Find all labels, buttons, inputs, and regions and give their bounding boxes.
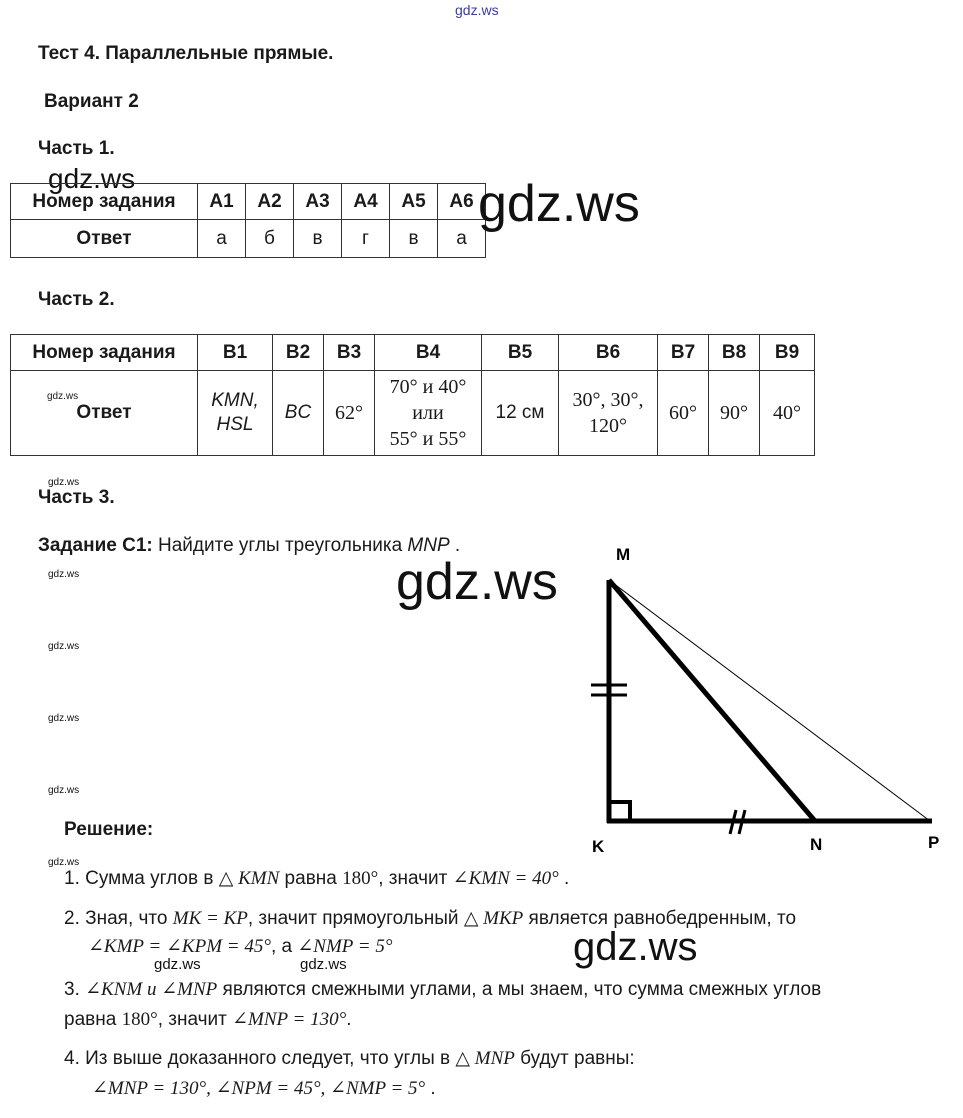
part1-task: A6 (438, 184, 486, 220)
part2-task: B9 (760, 335, 815, 371)
step-text: является равнобедренным, то (523, 908, 797, 929)
step-math: ∠KMP = ∠KPM = 45° (88, 936, 271, 957)
part1-task: A4 (342, 184, 390, 220)
part1-answer: б (246, 220, 294, 258)
part2-task: B8 (709, 335, 760, 371)
task-label: Задание С1: (38, 535, 153, 556)
part2-task: B6 (559, 335, 658, 371)
step-text: , значит прямоугольный (247, 908, 464, 929)
answer-line: или (412, 402, 444, 424)
watermark: gdz.ws (48, 641, 80, 652)
watermark: gdz.ws (48, 477, 80, 488)
triangle-figure (580, 540, 950, 860)
step-text: 3. (64, 979, 86, 1000)
watermark: gdz.ws (48, 785, 80, 796)
solution-heading: Решение: (64, 819, 154, 840)
part1-answer: а (198, 220, 246, 258)
step-math: △ MNP (455, 1048, 515, 1069)
step-text: . (558, 868, 570, 889)
step-text: 1. Сумма углов в (64, 868, 219, 889)
part2-answer-b7: 60° (658, 371, 709, 456)
part3-heading: Часть 3. (38, 487, 115, 508)
answer-line: 70° и 40° (389, 376, 467, 398)
solution-step-4 (64, 1047, 635, 1070)
part2-answer-b3: 62° (324, 371, 375, 456)
task-end: . (449, 535, 461, 556)
side-mp (609, 580, 930, 821)
part2-answer-b8: 90° (709, 371, 760, 456)
step-text: 4. Из выше доказанного следует, что углы в (64, 1048, 456, 1069)
watermark-large: gdz.ws (396, 553, 558, 611)
part1-row-label-answers: Ответ (11, 220, 198, 258)
step-math: 180° (121, 1009, 158, 1030)
step-text: являются смежными углами, а мы знаем, что сумма смежных углов (217, 979, 822, 1000)
watermark-large: gdz.ws (573, 925, 698, 969)
part1-row-label-tasks: Номер задания (11, 184, 198, 220)
step-math: ∠KMN = 40° (452, 868, 559, 889)
task-text: Найдите углы треугольника (152, 535, 408, 556)
step-text: . (346, 1009, 352, 1030)
part2-task: B1 (198, 335, 273, 371)
variant-title: Вариант 2 (44, 91, 139, 112)
part2-row-label-tasks: Номер задания (11, 335, 198, 371)
part2-answer-b2: BC (273, 371, 324, 456)
solution-step-1 (64, 867, 569, 890)
watermark-large: gdz.ws (478, 175, 640, 233)
part1-answer: в (294, 220, 342, 258)
step-math: △ MKP (463, 908, 524, 929)
step-math: ∠MNP = 130° (232, 1009, 347, 1030)
part2-task: B5 (482, 335, 559, 371)
test-title: Тест 4. Параллельные прямые. (38, 43, 334, 64)
part1-heading: Часть 1. (38, 138, 115, 159)
part1-answer: а (438, 220, 486, 258)
answer-line: 30°, 30°, (572, 389, 644, 411)
solution-step-3-cont (64, 1008, 351, 1031)
step-math: △ KMN (218, 868, 280, 889)
part2-task: B4 (375, 335, 482, 371)
step-text: 2. Зная, что (64, 908, 173, 929)
solution-step-4-cont (92, 1077, 436, 1100)
vertex-label-k: K (592, 837, 605, 856)
answer-line: 120° (589, 415, 627, 437)
solution-step-3 (64, 978, 821, 1001)
step-math: ∠KNM и ∠MNP (85, 979, 218, 1000)
part2-task: B3 (324, 335, 375, 371)
vertex-label-m: M (616, 545, 631, 564)
part1-table (10, 183, 486, 258)
part1-answer: г (342, 220, 390, 258)
solution-step-2-cont (88, 935, 392, 958)
step-math: ∠NMP = 5° (297, 936, 393, 957)
step-math: 180° (342, 868, 379, 889)
part2-answer-b5: 12 см (482, 371, 559, 456)
watermark: gdz.ws (154, 956, 201, 973)
answer-line: KMN, (211, 390, 259, 411)
vertex-label-p: P (928, 833, 940, 852)
watermark: gdz.ws (48, 163, 136, 194)
part2-answer-b9: 40° (760, 371, 815, 456)
watermark: gdz.ws (48, 569, 80, 580)
part2-answer-b4 (375, 371, 482, 456)
right-angle-mark (609, 802, 630, 821)
watermark: gdz.ws (47, 391, 79, 402)
step-text: , значит (378, 868, 453, 889)
vertex-label-n: N (810, 835, 823, 854)
step-math: MK = KP (172, 908, 248, 929)
watermark-top: gdz.ws (455, 2, 499, 18)
step-math: ∠MNP = 130°, ∠NPM = 45°, ∠NMP = 5° (92, 1078, 426, 1099)
part2-answer-label: Ответ (76, 402, 132, 423)
part1-task: A3 (294, 184, 342, 220)
part1-answer: в (390, 220, 438, 258)
part2-answer-b1 (198, 371, 273, 456)
part2-task: B7 (658, 335, 709, 371)
step-text: равна (64, 1009, 122, 1030)
part2-heading: Часть 2. (38, 289, 115, 310)
step-text: , а (270, 936, 298, 957)
answer-line: HSL (216, 414, 254, 435)
watermark: gdz.ws (48, 857, 80, 868)
side-mn (609, 580, 815, 821)
step-text: будут равны: (514, 1048, 635, 1069)
part2-table (10, 334, 815, 456)
watermark: gdz.ws (48, 713, 80, 724)
part1-task: A2 (246, 184, 294, 220)
watermark: gdz.ws (300, 956, 347, 973)
step-text: , значит (157, 1009, 233, 1030)
part2-answer-b6 (559, 371, 658, 456)
step-text: . (425, 1078, 436, 1099)
answer-line: 55° и 55° (389, 428, 467, 450)
step-text: равна (279, 868, 343, 889)
part2-row-label-answers (11, 371, 198, 456)
part1-task: A5 (390, 184, 438, 220)
task-math: MNP (407, 535, 450, 556)
part1-task: A1 (198, 184, 246, 220)
part2-task: B2 (273, 335, 324, 371)
